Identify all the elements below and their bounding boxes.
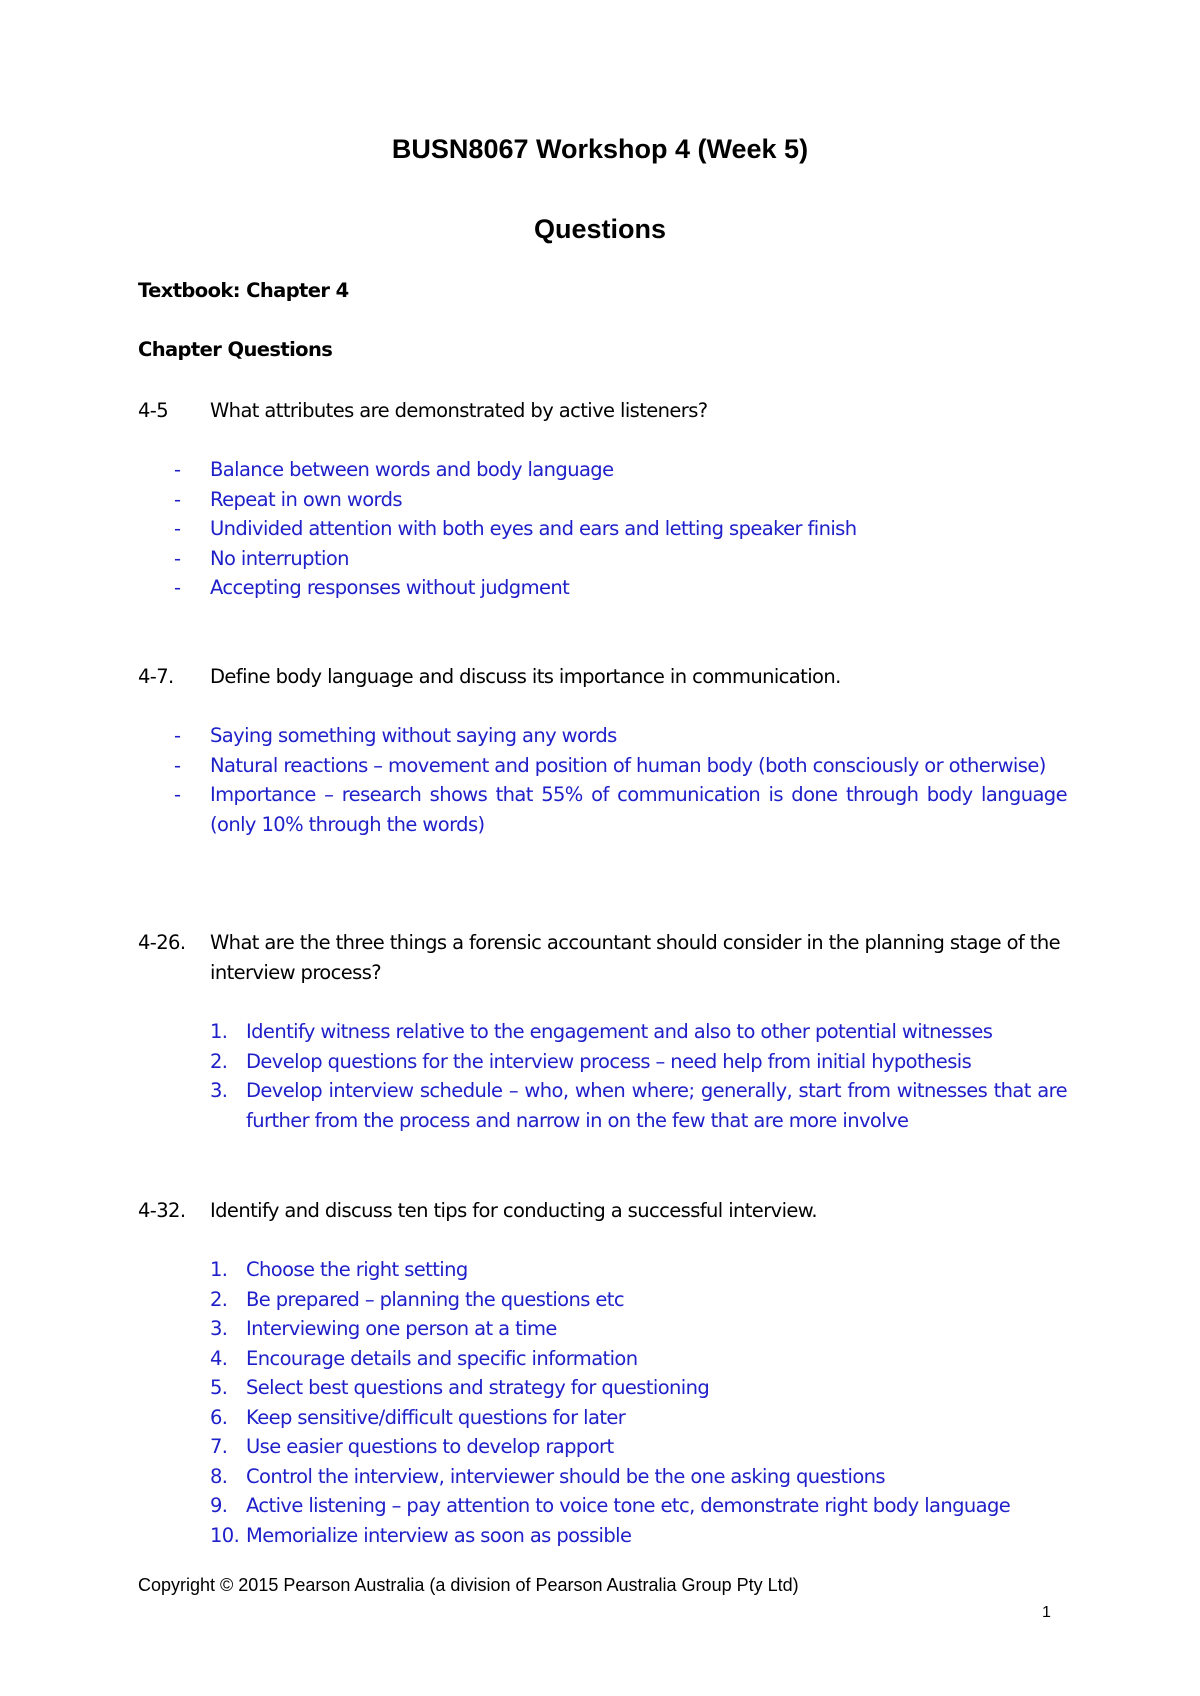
list-number: 9.: [210, 1494, 228, 1517]
question-4-5: [138, 396, 1068, 426]
dash-bullet: -: [174, 458, 181, 481]
question-number: 4-32.: [138, 1199, 186, 1222]
list-number: 1.: [210, 1258, 228, 1281]
document-title: BUSN8067 Workshop 4 (Week 5): [391, 134, 809, 164]
list-number: 3.: [210, 1079, 228, 1102]
question-4-32: [138, 1196, 1068, 1226]
dash-bullet: -: [174, 576, 181, 599]
list-item: - Importance – research shows that 55% of communication is done through body language (only 10% through the words): [174, 780, 1067, 839]
list-item: 5. Select best questions and strategy for questioning: [174, 1373, 1067, 1403]
answer-list-4-32: [174, 1255, 1067, 1550]
question-text: Identify and discuss ten tips for conducting a successful interview.: [210, 1199, 817, 1222]
answer-list-4-5: [174, 455, 1067, 603]
question-number: 4-5: [138, 399, 169, 422]
question-text: What attributes are demonstrated by active listeners?: [210, 399, 708, 422]
question-number: 4-26.: [138, 931, 186, 954]
list-item: - Saying something without saying any words: [174, 721, 1067, 751]
copyright-footer: Copyright © 2015 Pearson Australia (a division of Pearson Australia Group Pty Ltd): [138, 1575, 799, 1595]
list-number: 4.: [210, 1346, 228, 1370]
list-number: 5.: [210, 1376, 228, 1399]
question-text: Define body language and discuss its importance in communication.: [210, 665, 841, 688]
list-number: 10.: [210, 1523, 240, 1547]
question-4-7: [138, 662, 1068, 692]
list-item: - Balance between words and body language: [174, 455, 1067, 485]
dash-bullet: -: [174, 487, 181, 511]
list-item: 1. Choose the right setting: [174, 1255, 1067, 1285]
dash-bullet: -: [174, 753, 181, 777]
list-item: 3. Interviewing one person at a time: [174, 1314, 1067, 1344]
question-text: What are the three things a forensic accountant should consider in the planning stage of the interview process?: [210, 931, 1060, 984]
dash-bullet: -: [174, 724, 181, 747]
list-item: 3. Develop interview schedule – who, when where; generally, start from witnesses that are further from the process and narrow in on the few that are more involve: [174, 1076, 1067, 1135]
list-number: 3.: [210, 1317, 228, 1340]
list-item: 9. Active listening – pay attention to voice tone etc, demonstrate right body language: [174, 1491, 1067, 1521]
list-item: - No interruption: [174, 544, 1067, 574]
section-heading: Chapter Questions: [138, 338, 333, 361]
list-item: 2. Develop questions for the interview process – need help from initial hypothesis: [174, 1047, 1067, 1077]
dash-bullet: -: [174, 783, 181, 806]
question-4-26: [138, 928, 1068, 988]
list-number: 8.: [210, 1464, 228, 1488]
page-number: 1: [1042, 1604, 1051, 1621]
list-number: 2.: [210, 1287, 228, 1311]
list-item: 7. Use easier questions to develop rapport: [174, 1432, 1067, 1462]
dash-bullet: -: [174, 517, 181, 540]
list-item: 6. Keep sensitive/difficult questions for later: [174, 1403, 1067, 1433]
list-item: - Repeat in own words: [174, 485, 1067, 515]
list-item: 10. Memorialize interview as soon as possible: [174, 1521, 1067, 1551]
list-number: 7.: [210, 1435, 228, 1458]
list-number: 6.: [210, 1405, 228, 1429]
list-item: 2. Be prepared – planning the questions etc: [174, 1285, 1067, 1315]
list-item: 8. Control the interview, interviewer should be the one asking questions: [174, 1462, 1067, 1492]
list-number: 2.: [210, 1049, 228, 1073]
answer-list-4-26: [174, 1017, 1067, 1135]
answer-list-4-7: [174, 721, 1067, 839]
dash-bullet: -: [174, 546, 181, 570]
list-item: - Accepting responses without judgment: [174, 573, 1067, 603]
textbook-reference: Textbook: Chapter 4: [138, 279, 349, 302]
document-subtitle: Questions: [533, 214, 667, 244]
list-number: 1.: [210, 1020, 228, 1043]
list-item: 1. Identify witness relative to the engagement and also to other potential witnesses: [174, 1017, 1067, 1047]
question-number: 4-7.: [138, 665, 174, 688]
list-item: - Undivided attention with both eyes and ears and letting speaker finish: [174, 514, 1067, 544]
list-item: 4. Encourage details and specific information: [174, 1344, 1067, 1374]
list-item: - Natural reactions – movement and position of human body (both consciously or otherwise): [174, 751, 1067, 781]
